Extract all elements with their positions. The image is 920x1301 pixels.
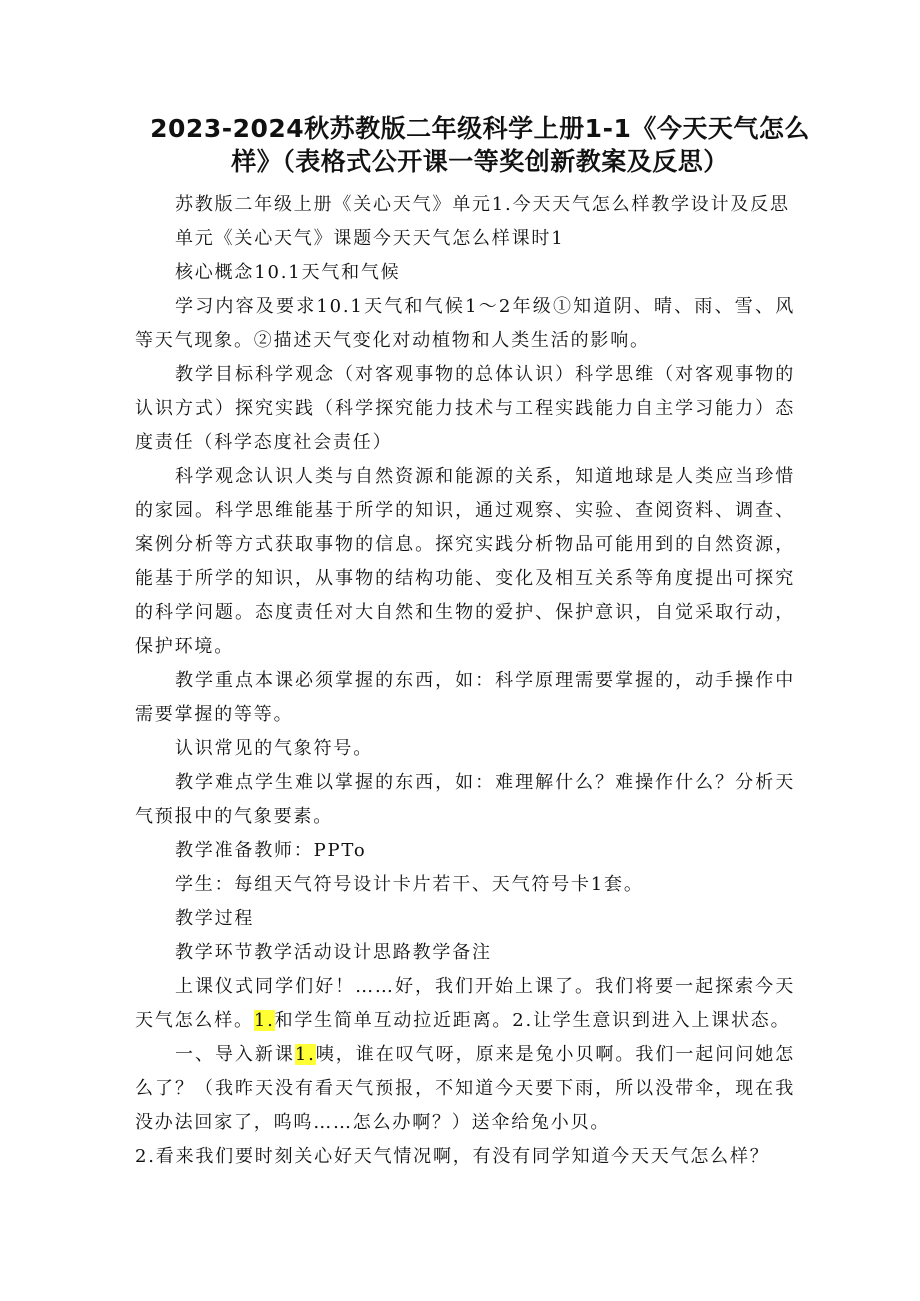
paragraph-teacher-prep: 教学准备教师：PPTo — [175, 840, 367, 861]
paragraph-learning-content: 学习内容及要求10.1天气和气候1～2年级①知道阴、晴、雨、雪、风等天气现象。②描述天气变化对动植物和人类生活的影响。 — [135, 296, 795, 351]
ritual-text: 上课仪式同学们好！……好，我们开始上课了。我们将要一起探索今天天气怎么样。 — [135, 976, 795, 1031]
paragraph-process-heading: 教学过程 — [175, 908, 255, 929]
paragraph-core-concept: 核心概念10.1天气和气候 — [175, 262, 401, 283]
paragraph-key-points: 教学重点本课必须掌握的东西，如：科学原理需要掌握的，动手操作中需要掌握的等等。 — [135, 670, 795, 725]
document-body — [135, 188, 795, 1174]
paragraph-unit: 单元《关心天气》课题今天天气怎么样课时1 — [175, 228, 565, 249]
intro-heading: 一、导入新课 — [175, 1044, 295, 1065]
paragraph-introduction — [135, 1038, 795, 1140]
highlighted-number: 1. — [253, 1010, 275, 1031]
intro-text: 咦，谁在叹气呀，原来是兔小贝啊。我们一起问问她怎么了？（我昨天没有看天气预报，不知道今天要下雨，所以没带伞，现在我没办法回家了，呜呜……怎么办啊？）送伞给兔小贝。 — [135, 1044, 795, 1133]
paragraph-difficulties: 教学难点学生难以掌握的东西，如：难理解什么？难操作什么？分析天气预报中的气象要素。 — [135, 772, 795, 827]
highlighted-number: 1. — [294, 1044, 316, 1065]
document-title: 2023-2024秋苏教版二年级科学上册1-1《今天天气怎么样》（表格式公开课一等奖创新教案及反思） — [150, 114, 810, 176]
paragraph-teaching-goals: 教学目标科学观念（对客观事物的总体认识）科学思维（对客观事物的认识方式）探究实践（科学探究能力技术与工程实践能力自主学习能力）态度责任（科学态度社会责任） — [135, 364, 795, 453]
paragraph-goal-details: 科学观念认识人类与自然资源和能源的关系，知道地球是人类应当珍惜的家园。科学思维能基于所学的知识，通过观察、实验、查阅资料、调查、案例分析等方式获取事物的信息。探究实践分析物品可能用到的自然资源，能基于所学的知识，从事物的结构功能、变化及相互关系等角度提出可探究的科学问题。态度责任对大自然和生物的爱护、保护意识，自觉采取行动，保护环境。 — [135, 466, 795, 657]
ritual-notes: 和学生简单互动拉近距离。2.让学生意识到进入上课状态。 — [274, 1010, 791, 1031]
paragraph-student-prep: 学生：每组天气符号设计卡片若干、天气符号卡1套。 — [175, 874, 644, 895]
paragraph-class-ritual — [135, 970, 795, 1038]
paragraph-subtitle: 苏教版二年级上册《关心天气》单元1.今天天气怎么样教学设计及反思 — [175, 194, 790, 215]
paragraph-table-header: 教学环节教学活动设计思路教学备注 — [175, 942, 492, 963]
paragraph-question: 2.看来我们要时刻关心好天气情况啊，有没有同学知道今天天气怎么样？ — [135, 1146, 770, 1167]
paragraph-weather-symbols: 认识常见的气象符号。 — [175, 738, 373, 759]
